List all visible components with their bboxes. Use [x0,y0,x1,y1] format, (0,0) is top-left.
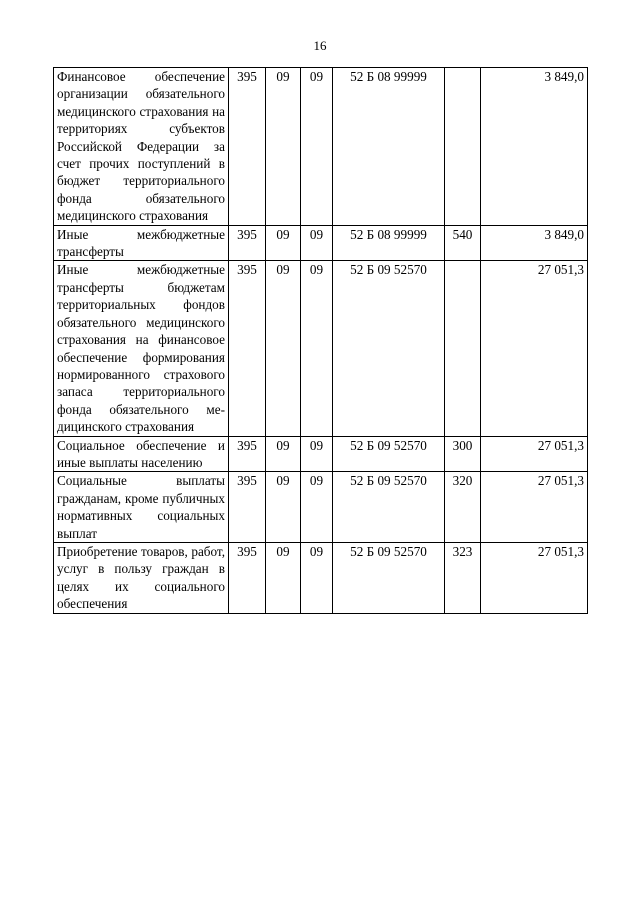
row-name: Приобретение товаров, работ, услуг в пользу граждан в целях их социального обеспечения [54,542,229,613]
row-section: 09 [266,261,301,436]
row-grbs: 395 [229,261,266,436]
table-row [54,472,588,543]
row-amount: 27 051,3 [481,436,588,472]
row-target-article: 52 Б 08 99999 [333,68,445,226]
row-subsection: 09 [301,225,333,261]
row-target-article: 52 Б 09 52570 [333,542,445,613]
table-row [54,542,588,613]
row-name: Финансовое обеспечение организации обязательного медицинского страхования на территориях субъектов Российской Федерации за счет прочих поступлений в бюджет территориального фонда обязательного медицинского страхования [54,68,229,226]
row-subsection: 09 [301,68,333,226]
row-name: Иные межбюджетные трансферты [54,225,229,261]
row-target-article: 52 Б 08 99999 [333,225,445,261]
row-target-article: 52 Б 09 52570 [333,436,445,472]
row-section: 09 [266,542,301,613]
row-name: Социальное обеспечение и иные выплаты населению [54,436,229,472]
row-subsection: 09 [301,472,333,543]
row-expense-type: 323 [445,542,481,613]
row-amount: 3 849,0 [481,68,588,226]
row-expense-type: 320 [445,472,481,543]
row-subsection: 09 [301,436,333,472]
row-amount: 27 051,3 [481,542,588,613]
row-amount: 27 051,3 [481,261,588,436]
table-row [54,261,588,436]
row-amount: 27 051,3 [481,472,588,543]
row-expense-type [445,68,481,226]
page-number: 16 [313,38,327,53]
row-name: Иные межбюджетные трансферты бюджетам территориальных фондов обязательного медицинского страхования на финансовое обеспечение формирования нормированного страхового запаса территориального фонда обязательного медицинского страхования [54,261,229,436]
row-section: 09 [266,472,301,543]
row-grbs: 395 [229,472,266,543]
row-grbs: 395 [229,542,266,613]
row-amount: 3 849,0 [481,225,588,261]
row-target-article: 52 Б 09 52570 [333,472,445,543]
row-grbs: 395 [229,225,266,261]
row-section: 09 [266,436,301,472]
row-expense-type: 300 [445,436,481,472]
row-expense-type: 540 [445,225,481,261]
budget-table [53,67,588,614]
row-grbs: 395 [229,436,266,472]
row-name: Социальные выплаты гражданам, кроме публичных нормативных социальных выплат [54,472,229,543]
row-target-article: 52 Б 09 52570 [333,261,445,436]
table-row [54,68,588,226]
row-section: 09 [266,225,301,261]
row-grbs: 395 [229,68,266,226]
table-row [54,225,588,261]
row-section: 09 [266,68,301,226]
row-expense-type [445,261,481,436]
row-subsection: 09 [301,261,333,436]
row-subsection: 09 [301,542,333,613]
table-row [54,436,588,472]
